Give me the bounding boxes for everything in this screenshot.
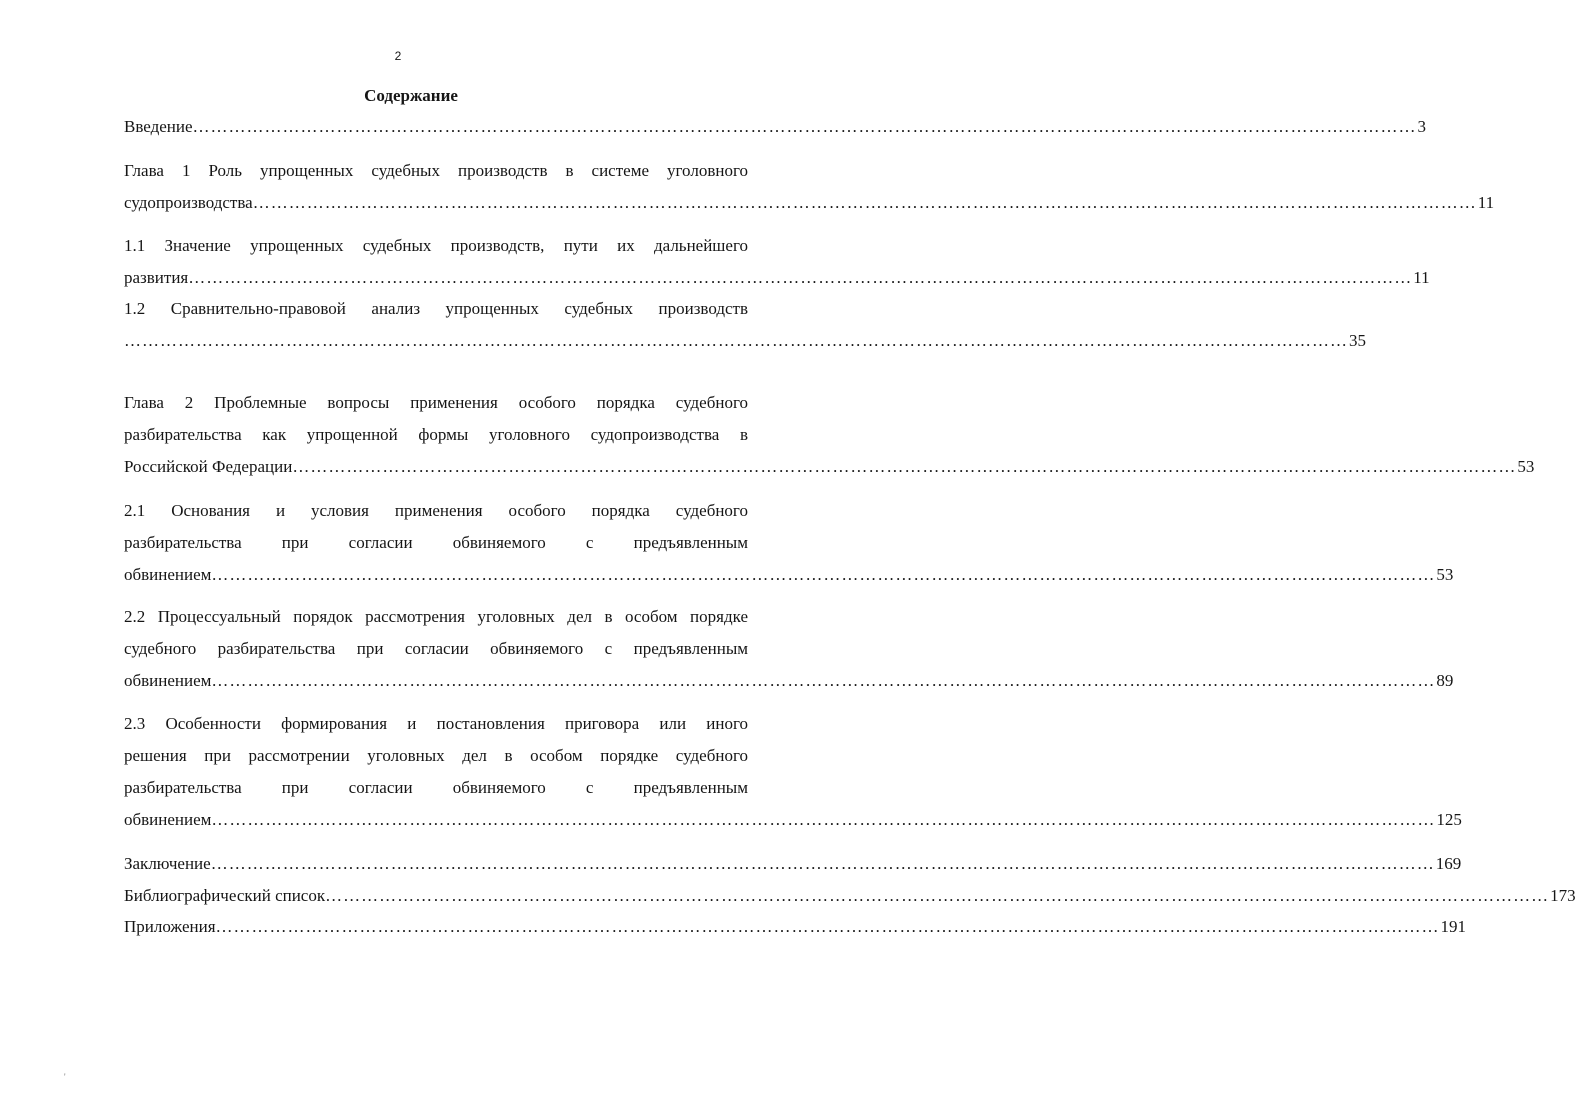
toc-page-number: 53: [1517, 457, 1535, 476]
toc-entry-label: разбирательства при согласии обвиняемого с предъявленным: [124, 533, 748, 552]
toc-title: Содержание: [364, 86, 458, 105]
toc-entry-section-1-2[interactable]: [124, 292, 1366, 357]
toc-entry-label: Введение: [124, 117, 193, 136]
scan-mark: ': [64, 1072, 66, 1082]
toc-entry-section-1-1[interactable]: [124, 230, 1430, 294]
toc-entry-section-2-3[interactable]: [124, 708, 1462, 836]
dot-leader: ……………………………………………………………………………………………………………………………………………………………………………………: [325, 886, 1550, 905]
toc-page-number: 89: [1436, 671, 1454, 690]
toc-entry-label: судопроизводства: [124, 193, 253, 212]
toc-page-number: 125: [1436, 810, 1462, 829]
toc-entry-label: Заключение: [124, 854, 211, 873]
toc-entry-label: обвинением: [124, 565, 212, 584]
toc-entry-label: Глава 1 Роль упрощенных судебных производств в системе уголовного: [124, 161, 748, 180]
toc-entry-label: Глава 2 Проблемные вопросы применения особого порядка судебного: [124, 393, 748, 412]
toc-entry-label: разбирательства как упрощенной формы уголовного судопроизводства в: [124, 425, 748, 444]
toc-entry-label: обвинением: [124, 671, 212, 690]
toc-page-number: 35: [1349, 331, 1366, 350]
dot-leader: ……………………………………………………………………………………………………………………………………………………………………………………: [124, 331, 1348, 350]
toc-entry-label: судебного разбирательства при согласии обвиняемого с предъявленным: [124, 639, 748, 658]
toc-page-number: 53: [1436, 565, 1454, 584]
toc-entry-appendices[interactable]: [124, 911, 1467, 943]
dot-leader: ……………………………………………………………………………………………………………………………………………………………………………………: [211, 565, 1436, 584]
toc-entry-chapter-2[interactable]: [124, 387, 1535, 483]
dot-leader: ……………………………………………………………………………………………………………………………………………………………………………………: [192, 117, 1417, 136]
dot-leader: ……………………………………………………………………………………………………………………………………………………………………………………: [215, 917, 1440, 936]
dot-leader: ……………………………………………………………………………………………………………………………………………………………………………………: [252, 193, 1477, 212]
toc-entry-label: обвинением: [124, 810, 212, 829]
toc-entry-section-2-2[interactable]: [124, 601, 1454, 697]
toc-entry-label: 2.2 Процессуальный порядок рассмотрения уголовных дел в особом порядке: [124, 607, 748, 626]
toc-entry-label: Российской Федерации: [124, 457, 293, 476]
toc-page-number: 173: [1550, 886, 1576, 905]
toc-entry-label: Библиографический список: [124, 886, 326, 905]
toc-entry-introduction[interactable]: [124, 111, 1427, 143]
toc-entry-label: 2.3 Особенности формирования и постановления приговора или иного: [124, 714, 748, 733]
toc-entry-section-2-1[interactable]: [124, 495, 1454, 591]
toc-page-number: 11: [1413, 268, 1430, 287]
dot-leader: ……………………………………………………………………………………………………………………………………………………………………………………: [292, 457, 1517, 476]
toc-entry-label: развития: [124, 268, 189, 287]
page-number: 2: [394, 49, 402, 63]
dot-leader: ……………………………………………………………………………………………………………………………………………………………………………………: [210, 854, 1435, 873]
dot-leader: ……………………………………………………………………………………………………………………………………………………………………………………: [211, 671, 1436, 690]
toc-entry-bibliography[interactable]: [124, 880, 1576, 912]
dot-leader: ……………………………………………………………………………………………………………………………………………………………………………………: [188, 268, 1413, 287]
toc-entry-chapter-1[interactable]: [124, 155, 1495, 219]
toc-page-number: 3: [1417, 117, 1427, 136]
toc-entry-label: разбирательства при согласии обвиняемого с предъявленным: [124, 778, 748, 797]
toc-entry-label: 2.1 Основания и условия применения особого порядка судебного: [124, 501, 748, 520]
toc-entry-label: решения при рассмотрении уголовных дел в особом порядке судебного: [124, 746, 748, 765]
dot-leader: ……………………………………………………………………………………………………………………………………………………………………………………: [211, 810, 1436, 829]
toc-entry-label: 1.1 Значение упрощенных судебных производств, пути их дальнейшего: [124, 236, 748, 255]
toc-entry-label: 1.2 Сравнительно-правовой анализ упрощенных судебных производств: [124, 299, 748, 318]
toc-page-number: 191: [1440, 917, 1467, 936]
toc-entry-label: Приложения: [124, 917, 216, 936]
toc-page-number: 11: [1477, 193, 1495, 212]
toc-entry-conclusion[interactable]: [124, 848, 1462, 880]
toc-page-number: 169: [1435, 854, 1462, 873]
